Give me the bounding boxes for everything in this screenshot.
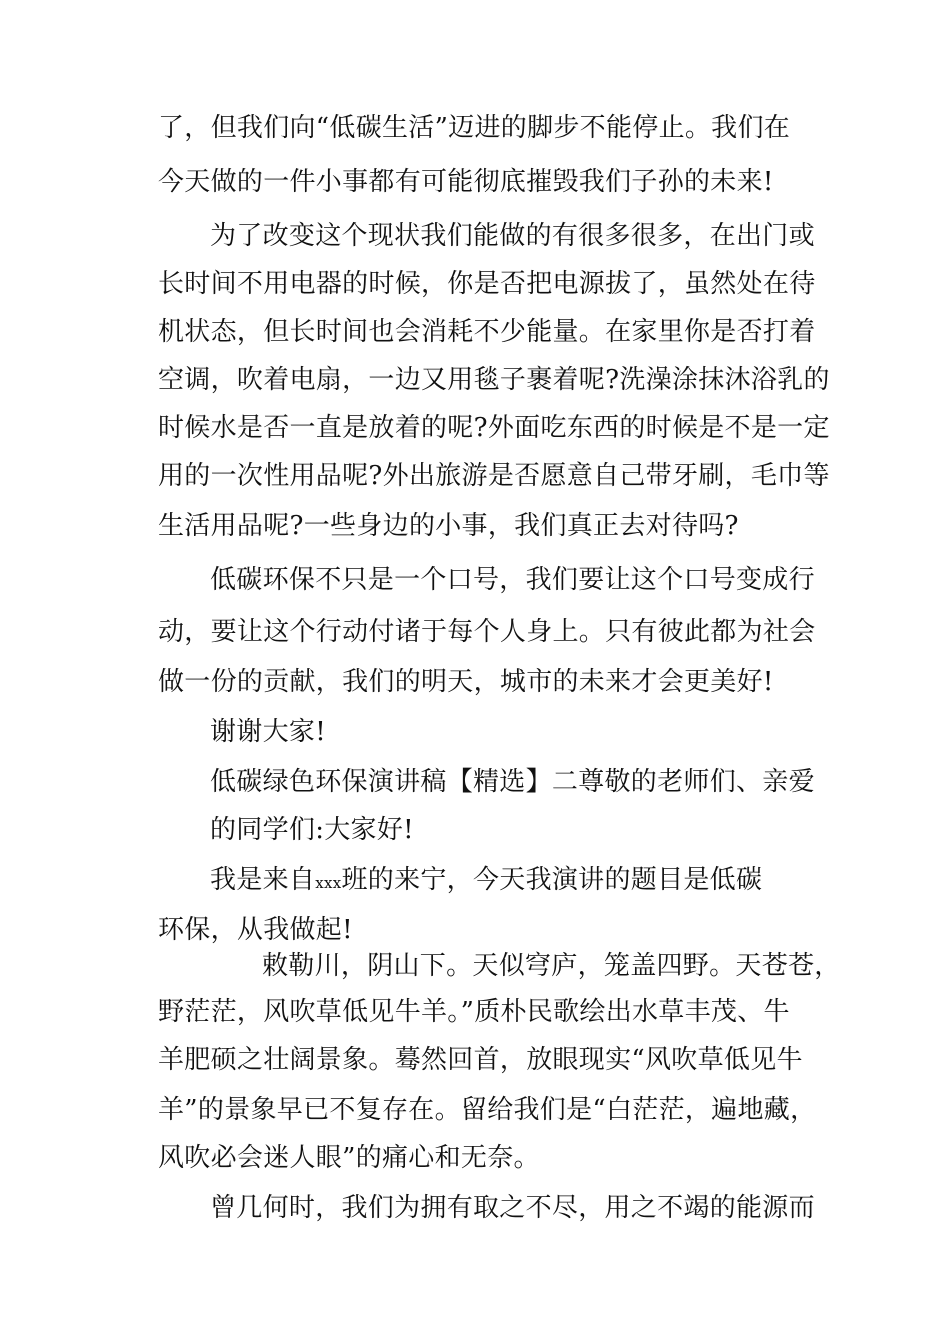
text-line: 时候水是否一直是放着的呢?外面吃东西的时候是不是一定 — [158, 413, 830, 443]
text-line — [210, 864, 762, 899]
text-line: 低碳环保不只是一个口号，我们要让这个口号变成行 — [210, 565, 815, 595]
text-line: 动，要让这个行动付诸于每个人身上。只有彼此都为社会 — [158, 617, 816, 647]
text-line: 了，但我们向“低碳生活”迈进的脚步不能停止。我们在 — [158, 113, 791, 143]
section-heading-line: 低碳绿色环保演讲稿【精选】二尊敬的老师们、亲爱 — [210, 767, 815, 797]
text-line: 羊肥硕之壮阔景象。蓦然回首，放眼现实“风吹草低见牛 — [158, 1045, 803, 1075]
text-line: 今天做的一件小事都有可能彻底摧毁我们子孙的未来! — [158, 167, 774, 197]
text-line: 长时间不用电器的时候，你是否把电源拔了，虽然处在待 — [158, 269, 816, 299]
text-line: 野茫茫，风吹草低见牛羊。”质朴民歌绘出水草丰茂、牛 — [158, 997, 790, 1027]
text-line: 空调，吹着电扇，一边又用毯子裹着呢?洗澡涂抹沐浴乳的 — [158, 365, 830, 395]
text-line: 机状态，但长时间也会消耗不少能量。在家里你是否打着 — [158, 317, 816, 347]
text-line: 用的一次性用品呢?外出旅游是否愿意自己带牙刷，毛巾等 — [158, 461, 830, 491]
text-fragment-small: xxx — [315, 874, 342, 892]
text-line: 风吹必会迷人眼”的痛心和无奈。 — [158, 1143, 540, 1173]
text-line: 生活用品呢?一些身边的小事，我们真正去对待吗? — [158, 511, 739, 541]
text-line: 谢谢大家! — [210, 717, 326, 747]
text-line: 做一份的贡献，我们的明天，城市的未来才会更美好! — [158, 667, 774, 697]
text-line: 羊”的景象早已不复存在。留给我们是“白茫茫，遍地藏， — [158, 1095, 817, 1125]
text-line: 环保，从我做起! — [158, 915, 353, 945]
text-fragment: 我是来自 — [210, 865, 316, 895]
text-fragment: 班的来宁，今天我演讲的题目是低碳 — [341, 865, 763, 895]
text-line: 曾几何时，我们为拥有取之不尽，用之不竭的能源而 — [210, 1193, 815, 1223]
text-line: 为了改变这个现状我们能做的有很多很多，在出门或 — [210, 221, 815, 251]
text-line: 敕勒川，阴山下。天似穹庐，笼盖四野。天苍苍， — [262, 951, 841, 981]
text-line: 的同学们:大家好! — [210, 815, 414, 845]
